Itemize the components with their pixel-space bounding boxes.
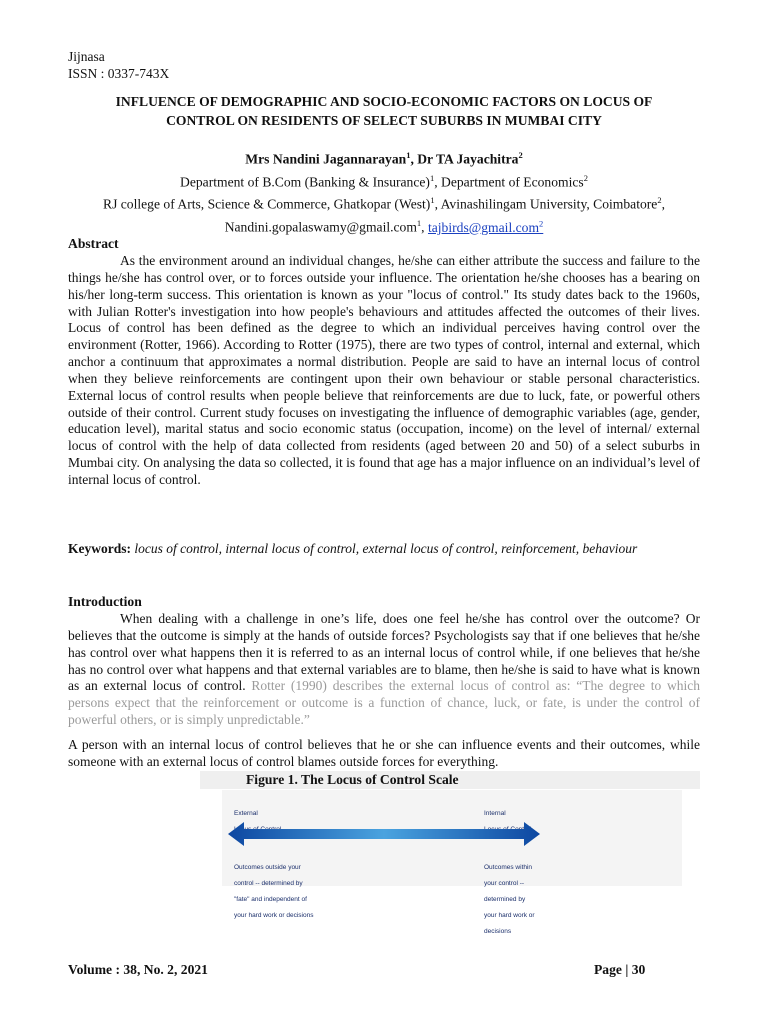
running-header xyxy=(68,48,169,82)
inst-1-sup: 1 xyxy=(430,195,435,206)
right-desc-2: your control -- xyxy=(484,880,525,887)
title-line-2: CONTROL ON RESIDENTS OF SELECT SUBURBS IN MUMBAI CITY xyxy=(166,112,602,128)
figure-left-desc xyxy=(234,856,313,928)
email-1: Nandini.gopalaswamy@gmail.com xyxy=(224,219,417,235)
intro-faded-quote: Rotter (1990) describes the external locus of control as: “The degree to which persons expect that the reinforcement or outcome is a function of chance, luck, or fate, is under the control of powerful others, or is simply unpredictable.” xyxy=(68,678,700,728)
figure-caption: Figure 1. The Locus of Control Scale xyxy=(200,771,700,789)
departments xyxy=(60,169,708,192)
right-desc-4: your hard work or xyxy=(484,912,535,919)
title-line-1: INFLUENCE OF DEMOGRAPHIC AND SOCIO-ECONOMIC FACTORS ON LOCUS OF xyxy=(115,94,653,109)
left-desc-4: your hard work or decisions xyxy=(234,912,314,919)
left-desc-2: control -- determined by xyxy=(234,880,303,887)
paper-title xyxy=(60,93,708,130)
figure-1 xyxy=(200,790,700,935)
journal-name: Jijnasa xyxy=(68,49,105,64)
author-separator: , xyxy=(410,151,418,167)
left-desc-3: "fate" and independent of xyxy=(234,896,307,903)
author-block xyxy=(60,146,708,237)
right-desc-5: decisions xyxy=(484,928,512,935)
right-title-1: Internal xyxy=(484,810,506,817)
keywords-label: Keywords: xyxy=(68,541,131,556)
email-2: tajbirds@gmail.com xyxy=(427,219,540,235)
figure-image xyxy=(222,790,682,935)
emails xyxy=(60,214,708,237)
keywords-text: locus of control, internal locus of control, external locus of control, reinforcement, behaviour xyxy=(131,541,638,556)
author-1: Mrs Nandini Jagannarayan xyxy=(245,151,407,167)
email-2-link[interactable] xyxy=(428,220,543,235)
author-1-sup: 1 xyxy=(406,150,411,160)
inst-1: RJ college of Arts, Science & Commerce, Ghatkopar (West) xyxy=(103,197,431,212)
left-desc-1: Outcomes outside your xyxy=(234,864,301,871)
author-names xyxy=(60,146,708,169)
footer-volume: Volume : 38, No. 2, 2021 xyxy=(68,962,208,977)
double-arrow-icon xyxy=(228,820,540,848)
email-2-sup: 2 xyxy=(539,218,544,229)
left-title-1: External xyxy=(234,810,258,817)
dept-2-sup: 2 xyxy=(583,172,588,183)
dept-1-sup: 1 xyxy=(429,172,435,183)
email-separator: , xyxy=(421,219,428,235)
email-1-sup: 1 xyxy=(416,218,422,229)
abstract-heading: Abstract xyxy=(68,236,119,251)
right-desc-3: determined by xyxy=(484,896,526,903)
author-2-sup: 2 xyxy=(518,150,523,160)
right-desc-1: Outcomes within xyxy=(484,864,533,871)
inst-end: , xyxy=(661,197,665,212)
inst-2: , Avinashilingam University, Coimbatore xyxy=(434,197,658,212)
introduction-heading: Introduction xyxy=(68,594,142,609)
figure-right-desc xyxy=(484,856,535,944)
inst-2-sup: 2 xyxy=(657,195,662,206)
keywords xyxy=(68,541,700,558)
intro-main: When dealing with a challenge in one’s life, does one feel he/she has control over the outcome? Or believes that the outcome is simply at the hands of outside forces? Psychologists say that if one believes that he/she has control over what happens then it is referred to as an internal locus of control while, if one believes that he/she has no control over what happens and that external variables are to blame, then he/she is said to have what is known as an external locus of control. xyxy=(68,611,700,694)
institutions xyxy=(60,191,708,214)
introduction-text xyxy=(68,611,700,729)
abstract-text: As the environment around an individual changes, he/she can either attribute the success and failure to the things he/she has control over, or to forces outside your influence. The orientation he/she chooses has a bearing on his/her long-term success. This orientation is known as your "locus of control." Its study dates back to the 1960s, with Julian Rotter's investigation into how people's behaviours and attitudes affected the outcomes of their lives. Locus of control has been defined as the degree to which an individual perceives having control over the environment (Rotter, 1966). According to Rotter (1975), there are two types of control, internal and external, which anchor a continuum that approximates a normal distribution. People are said to have an internal locus of control when they believe reinforcements are contingent upon their own behaviour or stable personal characteristics. External locus of control results when people believe that reinforcements are due to luck, fate, or powerful others outside of their control. Current study focuses on investigating the influence of demographic variables (age, gender, education level), marital status and socio economic status (occupation, income) on the level of internal/ external locus of control with the help of data collected from residents (aged between 20 and 50) of a select suburbs in Mumbai city. On analysing the data so collected, it is found that age has a major influence on an individual’s level of internal locus of control. xyxy=(68,253,700,487)
footer-page-number: Page | 30 xyxy=(594,962,646,977)
author-2: Dr TA Jayachitra xyxy=(417,151,519,167)
dept-1: Department of B.Com (Banking & Insurance) xyxy=(180,174,430,190)
introduction-text-2: A person with an internal locus of control believes that he or she can influence events and their outcomes, while someone with an external locus of control blames outside forces for everything. xyxy=(68,737,700,769)
dept-2: , Department of Economics xyxy=(434,174,584,190)
issn: ISSN : 0337-743X xyxy=(68,66,170,81)
